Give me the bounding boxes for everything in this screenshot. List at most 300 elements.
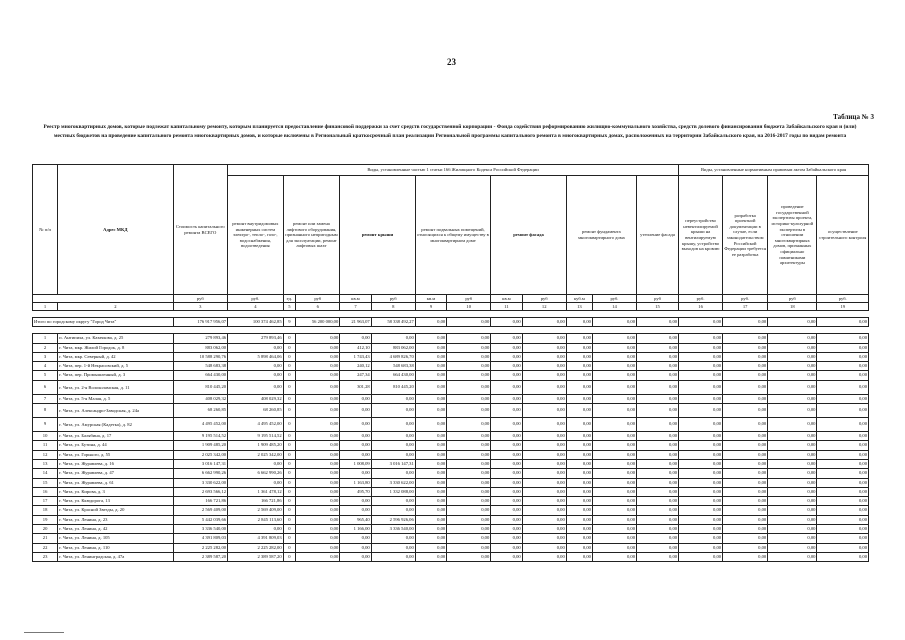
row-address: г. Чита, ул. Журавлева, д. 47 [58, 469, 173, 478]
row-value: 0,00 [415, 352, 446, 361]
row-value: 0,00 [817, 362, 869, 371]
row-value: 0,00 [637, 534, 679, 543]
row-address: г. Чита, ул. Ленинградская, д. 47а [58, 552, 173, 561]
row-number: 12 [33, 450, 58, 459]
row-value: 279 893,46 [228, 334, 284, 343]
row-value: 9 195 514,52 [173, 432, 228, 441]
row-value: 0,00 [415, 394, 446, 403]
row-value: 0,00 [679, 534, 723, 543]
row-value: 0,00 [340, 497, 371, 506]
row-value: 6 662 990,26 [228, 469, 284, 478]
row-value: 0,00 [817, 404, 869, 418]
row-value: 0,00 [296, 334, 340, 343]
table-row [33, 506, 869, 515]
row-address: г. Чита, ул. Красной Звезды, д. 20 [58, 506, 173, 515]
row-address: г. Чита, ул. Балябина, д. 17 [58, 432, 173, 441]
row-value: 664 430,00 [371, 371, 415, 380]
row-value: 0,00 [522, 459, 566, 468]
row-value: 0,00 [768, 418, 817, 432]
row-value: 0,00 [522, 418, 566, 432]
units-row [33, 295, 869, 303]
row-value: 0,00 [491, 506, 522, 515]
row-value: 0,00 [371, 432, 415, 441]
row-value: 0,00 [447, 334, 491, 343]
header-foundation: ремонт фундамента многоквартирного дома [566, 176, 636, 295]
row-value: 0,00 [637, 432, 679, 441]
row-value: 0,00 [296, 371, 340, 380]
row-value: 0,00 [637, 497, 679, 506]
row-value: 0,00 [447, 497, 491, 506]
row-value: 2 596 926,06 [371, 515, 415, 524]
row-value: 0,00 [522, 469, 566, 478]
row-value: 0,00 [592, 487, 636, 496]
row-value: 0,00 [566, 441, 592, 450]
row-value: 0,00 [415, 441, 446, 450]
table-row [33, 404, 869, 418]
row-value: 664 430,00 [173, 371, 228, 380]
unit-cell: руб [173, 295, 228, 303]
row-value: 0,00 [522, 478, 566, 487]
row-value: 0,00 [522, 552, 566, 561]
row-value: 0,00 [491, 404, 522, 418]
row-value: 0,00 [768, 459, 817, 468]
row-value: 0,00 [817, 525, 869, 534]
row-value: 0,00 [592, 506, 636, 515]
row-value: 0,00 [491, 515, 522, 524]
row-value: 0,00 [679, 394, 723, 403]
row-value: 0,00 [817, 371, 869, 380]
row-value: 0,00 [447, 534, 491, 543]
row-value: 0,00 [340, 450, 371, 459]
row-value: 0,00 [415, 543, 446, 552]
total-cell: 0,00 [592, 318, 636, 327]
col-number: 5 [283, 303, 296, 311]
row-value: 2 225 282,00 [173, 543, 228, 552]
header-group-regional: Виды, установленные нормативным правовым актом Забайкальского края [679, 165, 869, 176]
row-value: 0,00 [637, 343, 679, 352]
col-number: 3 [173, 303, 228, 311]
row-value: 0,00 [296, 362, 340, 371]
spacer-row [33, 311, 869, 318]
row-value: 0,00 [637, 459, 679, 468]
row-value: 0,00 [768, 478, 817, 487]
row-value: 0,00 [637, 352, 679, 361]
row-value: 2 389 587,20 [228, 552, 284, 561]
row-value: 0,00 [491, 334, 522, 343]
row-value: 0,00 [415, 334, 446, 343]
row-number: 16 [33, 487, 58, 496]
row-value: 0,00 [723, 469, 768, 478]
row-number: 20 [33, 525, 58, 534]
row-value: 0,00 [566, 552, 592, 561]
row-value: 0,00 [522, 362, 566, 371]
row-value: 0,00 [522, 334, 566, 343]
row-value: 0,00 [522, 343, 566, 352]
col-number: 19 [817, 303, 869, 311]
row-value: 0,00 [637, 450, 679, 459]
row-value: 0 [283, 506, 296, 515]
row-value: 0,00 [491, 525, 522, 534]
row-value: 0,00 [447, 525, 491, 534]
row-number: 3 [33, 352, 58, 361]
row-value: 0,00 [592, 432, 636, 441]
row-value: 0 [283, 371, 296, 380]
row-value: 0,00 [447, 441, 491, 450]
row-value: 0,00 [522, 404, 566, 418]
row-address: г. Чита, ул. Кирова, д. 3 [58, 487, 173, 496]
row-value: 0,00 [817, 380, 869, 394]
row-value: 0,00 [723, 534, 768, 543]
unit-cell: руб. [228, 295, 284, 303]
row-value: 0,00 [491, 362, 522, 371]
row-value: 0,00 [817, 334, 869, 343]
row-value: 0,00 [296, 404, 340, 418]
row-value: 0,00 [447, 450, 491, 459]
unit-cell: руб [296, 295, 340, 303]
col-number: 8 [371, 303, 415, 311]
row-value: 0,00 [566, 478, 592, 487]
row-value: 0,00 [415, 459, 446, 468]
row-value: 0,00 [592, 543, 636, 552]
row-value: 0,00 [768, 552, 817, 561]
row-value: 1 166,00 [340, 525, 371, 534]
row-value: 0,00 [415, 343, 446, 352]
row-value: 3 336 540,00 [173, 525, 228, 534]
row-value: 0,00 [637, 543, 679, 552]
row-value: 0 [283, 404, 296, 418]
row-value: 0,00 [566, 497, 592, 506]
row-value: 0,00 [566, 450, 592, 459]
row-value: 0,00 [491, 343, 522, 352]
row-address: г. Чита, мкр. Северный, д. 42 [58, 352, 173, 361]
row-value: 0,00 [340, 394, 371, 403]
row-value: 0,00 [679, 543, 723, 552]
row-value: 0,00 [723, 543, 768, 552]
row-value: 0,00 [340, 404, 371, 418]
row-value: 5 898 464,06 [228, 352, 284, 361]
row-value: 3 330 622,00 [173, 478, 228, 487]
row-value: 6 662 990,26 [173, 469, 228, 478]
row-value: 0 [283, 343, 296, 352]
row-value: 0,00 [522, 371, 566, 380]
row-value: 0,00 [592, 404, 636, 418]
row-value: 0,00 [817, 441, 869, 450]
row-value: 0 [283, 362, 296, 371]
header-networks: ремонт внутридомовых инженерных систем электро-, тепло-, газо-, водоснабжения, водоотведения [228, 176, 284, 295]
row-value: 0,00 [447, 515, 491, 524]
row-value: 0,00 [371, 469, 415, 478]
row-value: 0,00 [723, 450, 768, 459]
row-value: 10 588 290,76 [173, 352, 228, 361]
page-number: 23 [447, 57, 456, 67]
header-drainage: переустройство невентилируемой крыши на вентилируемую крышу, устройство выходов на кровлю [679, 176, 723, 295]
row-value: 0,00 [592, 534, 636, 543]
row-value: 0,00 [566, 459, 592, 468]
total-cell: 0,00 [679, 318, 723, 327]
row-value: 0,00 [566, 432, 592, 441]
row-value: 0,00 [768, 334, 817, 343]
row-value: 0,00 [491, 352, 522, 361]
row-value: 0,00 [768, 543, 817, 552]
row-value: 0,00 [723, 459, 768, 468]
row-value: 0,00 [723, 334, 768, 343]
col-number: 14 [592, 303, 636, 311]
row-address: г. Чита, ул. Журавлева, д. 61 [58, 478, 173, 487]
row-value: 0,00 [522, 432, 566, 441]
col-number: 10 [447, 303, 491, 311]
row-number: 21 [33, 534, 58, 543]
table-row [33, 515, 869, 524]
table-row [33, 552, 869, 561]
row-value: 0,00 [447, 352, 491, 361]
row-value: 0,00 [447, 478, 491, 487]
table-row [33, 352, 869, 361]
row-value: 4 391 809,03 [228, 534, 284, 543]
row-value: 0,00 [296, 343, 340, 352]
row-value: 0,00 [447, 404, 491, 418]
row-value: 0,00 [817, 552, 869, 561]
row-value: 0,00 [296, 487, 340, 496]
row-value: 0,00 [447, 487, 491, 496]
table-row [33, 418, 869, 432]
row-value: 0,00 [679, 432, 723, 441]
row-value: 0,00 [592, 380, 636, 394]
row-value: 0,00 [637, 404, 679, 418]
row-value: 2 569 409,00 [228, 506, 284, 515]
row-value: 0,00 [679, 478, 723, 487]
row-value: 0,00 [637, 418, 679, 432]
row-value: 0,00 [768, 432, 817, 441]
table-row [33, 487, 869, 496]
table-row [33, 394, 869, 403]
row-value: 0,00 [817, 506, 869, 515]
unit-cell: кв.м [340, 295, 371, 303]
row-value: 0,00 [296, 497, 340, 506]
row-value: 0 [283, 432, 296, 441]
row-value: 0,00 [768, 515, 817, 524]
row-value: 0,00 [679, 552, 723, 561]
row-value: 0,00 [723, 394, 768, 403]
unit-cell: кв.м [415, 295, 446, 303]
col-number: 15 [637, 303, 679, 311]
row-value: 0,00 [637, 469, 679, 478]
row-value: 0,00 [817, 515, 869, 524]
row-value: 0,00 [723, 352, 768, 361]
row-number: 9 [33, 418, 58, 432]
total-cell: 0,00 [566, 318, 592, 327]
row-address: г. Чита, ул. 2-я Волоколамская, д. 11 [58, 380, 173, 394]
row-value: 1 743,43 [340, 352, 371, 361]
row-value: 0,00 [637, 380, 679, 394]
row-value: 0,00 [340, 432, 371, 441]
row-value: 0,00 [340, 334, 371, 343]
row-value: 68 260,85 [173, 404, 228, 418]
row-value: 0,00 [637, 506, 679, 515]
row-value: 0,00 [491, 432, 522, 441]
row-value: 0 [283, 515, 296, 524]
row-number: 7 [33, 394, 58, 403]
row-value: 0,00 [592, 478, 636, 487]
row-value: 0,00 [768, 469, 817, 478]
row-value: 0,00 [592, 469, 636, 478]
row-value: 0,00 [592, 334, 636, 343]
row-value: 0,00 [637, 334, 679, 343]
row-value: 0,00 [415, 552, 446, 561]
row-value: 0 [283, 543, 296, 552]
unit-cell: руб [447, 295, 491, 303]
row-value: 0,00 [296, 380, 340, 394]
row-value: 5 442 039,66 [173, 515, 228, 524]
table-row [33, 525, 869, 534]
row-value: 0,00 [415, 418, 446, 432]
row-value: 0 [283, 334, 296, 343]
total-label: Итого по городскому округу "Город Чита" [33, 318, 174, 327]
row-value: 0,00 [228, 525, 284, 534]
row-value: 0 [283, 459, 296, 468]
row-value: 0,00 [371, 497, 415, 506]
row-value: 0,00 [817, 418, 869, 432]
unit-cell: куб.м [566, 295, 592, 303]
row-value: 0,00 [566, 334, 592, 343]
row-value: 0,00 [491, 394, 522, 403]
header-group-main: Виды, установленные частью 1 статьи 166 Жилищного Кодекса Российской Федерации [228, 165, 679, 176]
col-number: 1 [33, 303, 58, 311]
total-cell: 21 963,07 [340, 318, 371, 327]
row-value: 495,70 [340, 487, 371, 496]
row-value: 0,00 [723, 380, 768, 394]
row-value: 1 361 478,12 [228, 487, 284, 496]
row-number: 19 [33, 515, 58, 524]
row-value: 0,00 [768, 534, 817, 543]
row-value: 0,00 [768, 343, 817, 352]
row-value: 0,00 [228, 459, 284, 468]
row-value: 4 495 452,00 [173, 418, 228, 432]
row-number: 23 [33, 552, 58, 561]
row-value: 0,00 [447, 380, 491, 394]
row-value: 2 389 587,20 [173, 552, 228, 561]
table-row [33, 380, 869, 394]
row-value: 0,00 [592, 352, 636, 361]
row-value: 412,10 [340, 343, 371, 352]
row-value: 0,00 [679, 487, 723, 496]
row-value: 0,00 [566, 525, 592, 534]
row-value: 0,00 [566, 380, 592, 394]
row-value: 0,00 [522, 487, 566, 496]
header-address: Адрес МКД [58, 165, 173, 295]
unit-cell: руб. [679, 295, 723, 303]
row-value: 0,00 [723, 497, 768, 506]
row-value: 0,00 [592, 515, 636, 524]
row-value: 0,00 [566, 543, 592, 552]
row-value: 0,00 [447, 469, 491, 478]
col-number: 12 [522, 303, 566, 311]
col-number: 13 [566, 303, 592, 311]
row-value: 810 445,20 [371, 380, 415, 394]
row-value: 0,00 [296, 515, 340, 524]
table-row [33, 334, 869, 343]
row-value: 0,00 [296, 506, 340, 515]
row-value: 0,00 [522, 506, 566, 515]
header-facade: ремонт фасада [491, 176, 567, 295]
row-value: 0,00 [340, 441, 371, 450]
row-value: 0,00 [723, 552, 768, 561]
row-number: 14 [33, 469, 58, 478]
row-value: 0,00 [592, 497, 636, 506]
row-value: 0,00 [592, 362, 636, 371]
row-value: 0,00 [679, 334, 723, 343]
row-value: 0,00 [768, 497, 817, 506]
row-value: 1 332 088,00 [371, 487, 415, 496]
row-value: 0,00 [592, 343, 636, 352]
row-value: 883 062,00 [173, 343, 228, 352]
row-value: 0 [283, 441, 296, 450]
row-value: 0,00 [768, 450, 817, 459]
row-value: 0,00 [340, 552, 371, 561]
row-value: 408 029,32 [173, 394, 228, 403]
row-value: 0,00 [228, 343, 284, 352]
row-value: 0,00 [768, 404, 817, 418]
row-value: 0,00 [296, 450, 340, 459]
row-value: 0,00 [592, 525, 636, 534]
row-value: 548 683,38 [173, 362, 228, 371]
table-row [33, 497, 869, 506]
row-value: 0,00 [415, 534, 446, 543]
row-value: 0,00 [817, 432, 869, 441]
row-value: 3 336 540,00 [371, 525, 415, 534]
row-value: 0,00 [228, 371, 284, 380]
row-value: 0,00 [592, 552, 636, 561]
row-value: 0,00 [679, 441, 723, 450]
row-value: 0,00 [447, 362, 491, 371]
row-value: 1 909 485,20 [228, 441, 284, 450]
row-value: 0,00 [679, 362, 723, 371]
row-value: 0,00 [723, 441, 768, 450]
row-value: 0,00 [228, 380, 284, 394]
row-value: 0 [283, 380, 296, 394]
row-value: 0,00 [415, 432, 446, 441]
row-number: 6 [33, 380, 58, 394]
row-value: 240,12 [340, 362, 371, 371]
row-value: 0,00 [522, 394, 566, 403]
row-value: 0,00 [415, 506, 446, 515]
row-value: 2 025 342,00 [173, 450, 228, 459]
row-value: 548 683,38 [371, 362, 415, 371]
row-value: 0,00 [679, 404, 723, 418]
row-value: 0,00 [566, 404, 592, 418]
row-value: 0,00 [296, 543, 340, 552]
row-value: 0 [283, 394, 296, 403]
row-value: 0,00 [371, 450, 415, 459]
row-value: 0,00 [296, 432, 340, 441]
row-number: 11 [33, 441, 58, 450]
row-value: 0,00 [491, 487, 522, 496]
row-value: 0,00 [522, 380, 566, 394]
header-control: осуществление строительного контроля [817, 176, 869, 295]
row-value: 4 689 826,70 [371, 352, 415, 361]
row-value: 0,00 [340, 469, 371, 478]
row-number: 13 [33, 459, 58, 468]
row-value: 0,00 [768, 487, 817, 496]
row-value: 0,00 [522, 543, 566, 552]
row-value: 0,00 [491, 478, 522, 487]
row-number: 8 [33, 404, 58, 418]
row-value: 0,00 [566, 343, 592, 352]
row-value: 0,00 [522, 515, 566, 524]
total-cell: 100 374 462,85 [228, 318, 284, 327]
row-value: 0,00 [340, 506, 371, 515]
footer-rule [24, 632, 64, 633]
total-cell: 176 917 956,07 [173, 318, 228, 327]
